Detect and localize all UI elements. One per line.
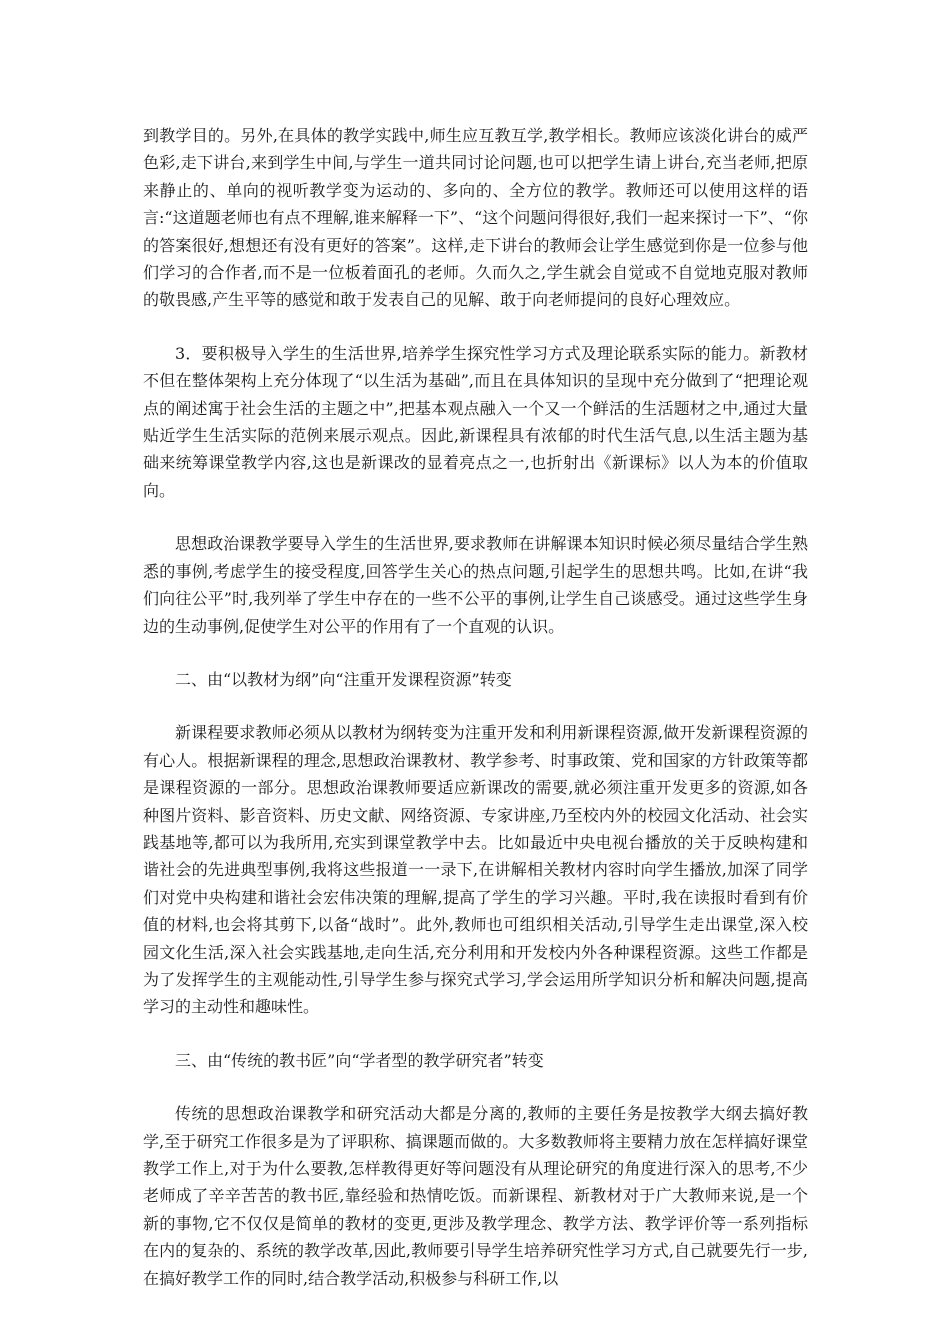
paragraph-teacher-researcher: 传统的思想政治课教学和研究活动大都是分离的,教师的主要任务是按教学大纲去搞好教学,至于研究工作很多是为了评职称、搞课题而做的。大多数教师将主要精力放在怎样搞好课堂教学工作上,对于为什么要教,怎样教得更好等问题没有从理论研究的角度进行深入的思考,不少老师成了辛辛苦苦的教书匠,靠经验和热情吃饭。而新课程、新教材对于广大教师来说,是一个新的事物,它不仅仅是简单的教材的变更,更涉及教学理念、教学方法、教学评价等一系列指标在内的复杂的、系统的教学改革,因此,教师要引导学生培养研究性学习方式,自己就要先行一步,在搞好教学工作的同时,结合教学活动,积极参与科研工作,以 — [143, 1104, 808, 1288]
section-heading-2: 二、由“以教材为纲”向“注重开发课程资源”转变 — [175, 669, 512, 689]
paragraph-life-world: 思想政治课教学要导入学生的生活世界,要求教师在讲解课本知识时候必须尽量结合学生熟悉的事例,考虑学生的接受程度,回答学生关心的热点问题,引起学生的思想共鸣。比如,在讲“我们向往公平”时,我列举了学生中存在的一些不公平的事例,让学生自己谈感受。通过这些学生身边的生动事例,促使学生对公平的作用有了一个直观的认识。 — [143, 534, 808, 636]
paragraph-course-resources: 新课程要求教师必须从以教材为纲转变为注重开发和利用新课程资源,做开发新课程资源的有心人。根据新课程的理念,思想政治课教材、教学参考、时事政策、党和国家的方针政策等都是课程资源的一部分。思想政治课教师要适应新课改的需要,就必须注重开发更多的资源,如各种图片资料、影音资料、历史文献、网络资源、专家讲座,乃至校内外的校园文化活动、社会实践基地等,都可以为我所用,充实到课堂教学中去。比如最近中央电视台播放的关于反映构建和谐社会的先进典型事例,我将这些报道一一录下,在讲解相关教材内容时向学生播放,加深了同学们对党中央构建和谐社会宏伟决策的理解,提高了学生的学习兴趣。平时,我在读报时看到有价值的材料,也会将其剪下,以备“战时”。此外,教师也可组织相关活动,引导学生走出课堂,深入校园文化生活,深入社会实践基地,走向生活,充分利用和开发校内外各种课程资源。这些工作都是为了发挥学生的主观能动性,引导学生参与探究式学习,学会运用所学知识分析和解决问题,提高学习的主动性和趣味性。 — [143, 723, 808, 1017]
paragraph-point-3: 3．要积极导入学生的生活世界,培养学生探究性学习方式及理论联系实际的能力。新教材不但在整体架构上充分体现了“以生活为基础”,而且在具体知识的呈现中充分做到了“把理论观点的阐述寓于社会生活的主题之中”,把基本观点融入一个又一个鲜活的生活题材之中,通过大量贴近学生生活实际的范例来展示观点。因此,新课程具有浓郁的时代生活气息,以生活主题为基础来统筹课堂教学内容,这也是新课改的显着亮点之一,也折射出《新课标》以人为本的价值取向。 — [143, 343, 808, 500]
section-heading-3: 三、由“传统的教书匠”向“学者型的教学研究者”转变 — [175, 1050, 544, 1070]
paragraph-continuation: 到教学目的。另外,在具体的教学实践中,师生应互教互学,教学相长。教师应该淡化讲台的威严色彩,走下讲台,来到学生中间,与学生一道共同讨论问题,也可以把学生请上讲台,充当老师,把原来静止的、单向的视听教学变为运动的、多向的、全方位的教学。教师还可以使用这样的语言:“这道题老师也有点不理解,谁来解释一下”、“这个问题问得很好,我们一起来探讨一下”、“你的答案很好,想想还有没有更好的答案”。这样,走下讲台的教师会让学生感觉到你是一位参与他们学习的合作者,而不是一位板着面孔的老师。久而久之,学生就会自觉或不自觉地克服对教师的敬畏感,产生平等的感觉和敢于发表自己的见解、敢于向老师提问的良好心理效应。 — [143, 126, 808, 310]
document-body — [143, 122, 808, 1318]
